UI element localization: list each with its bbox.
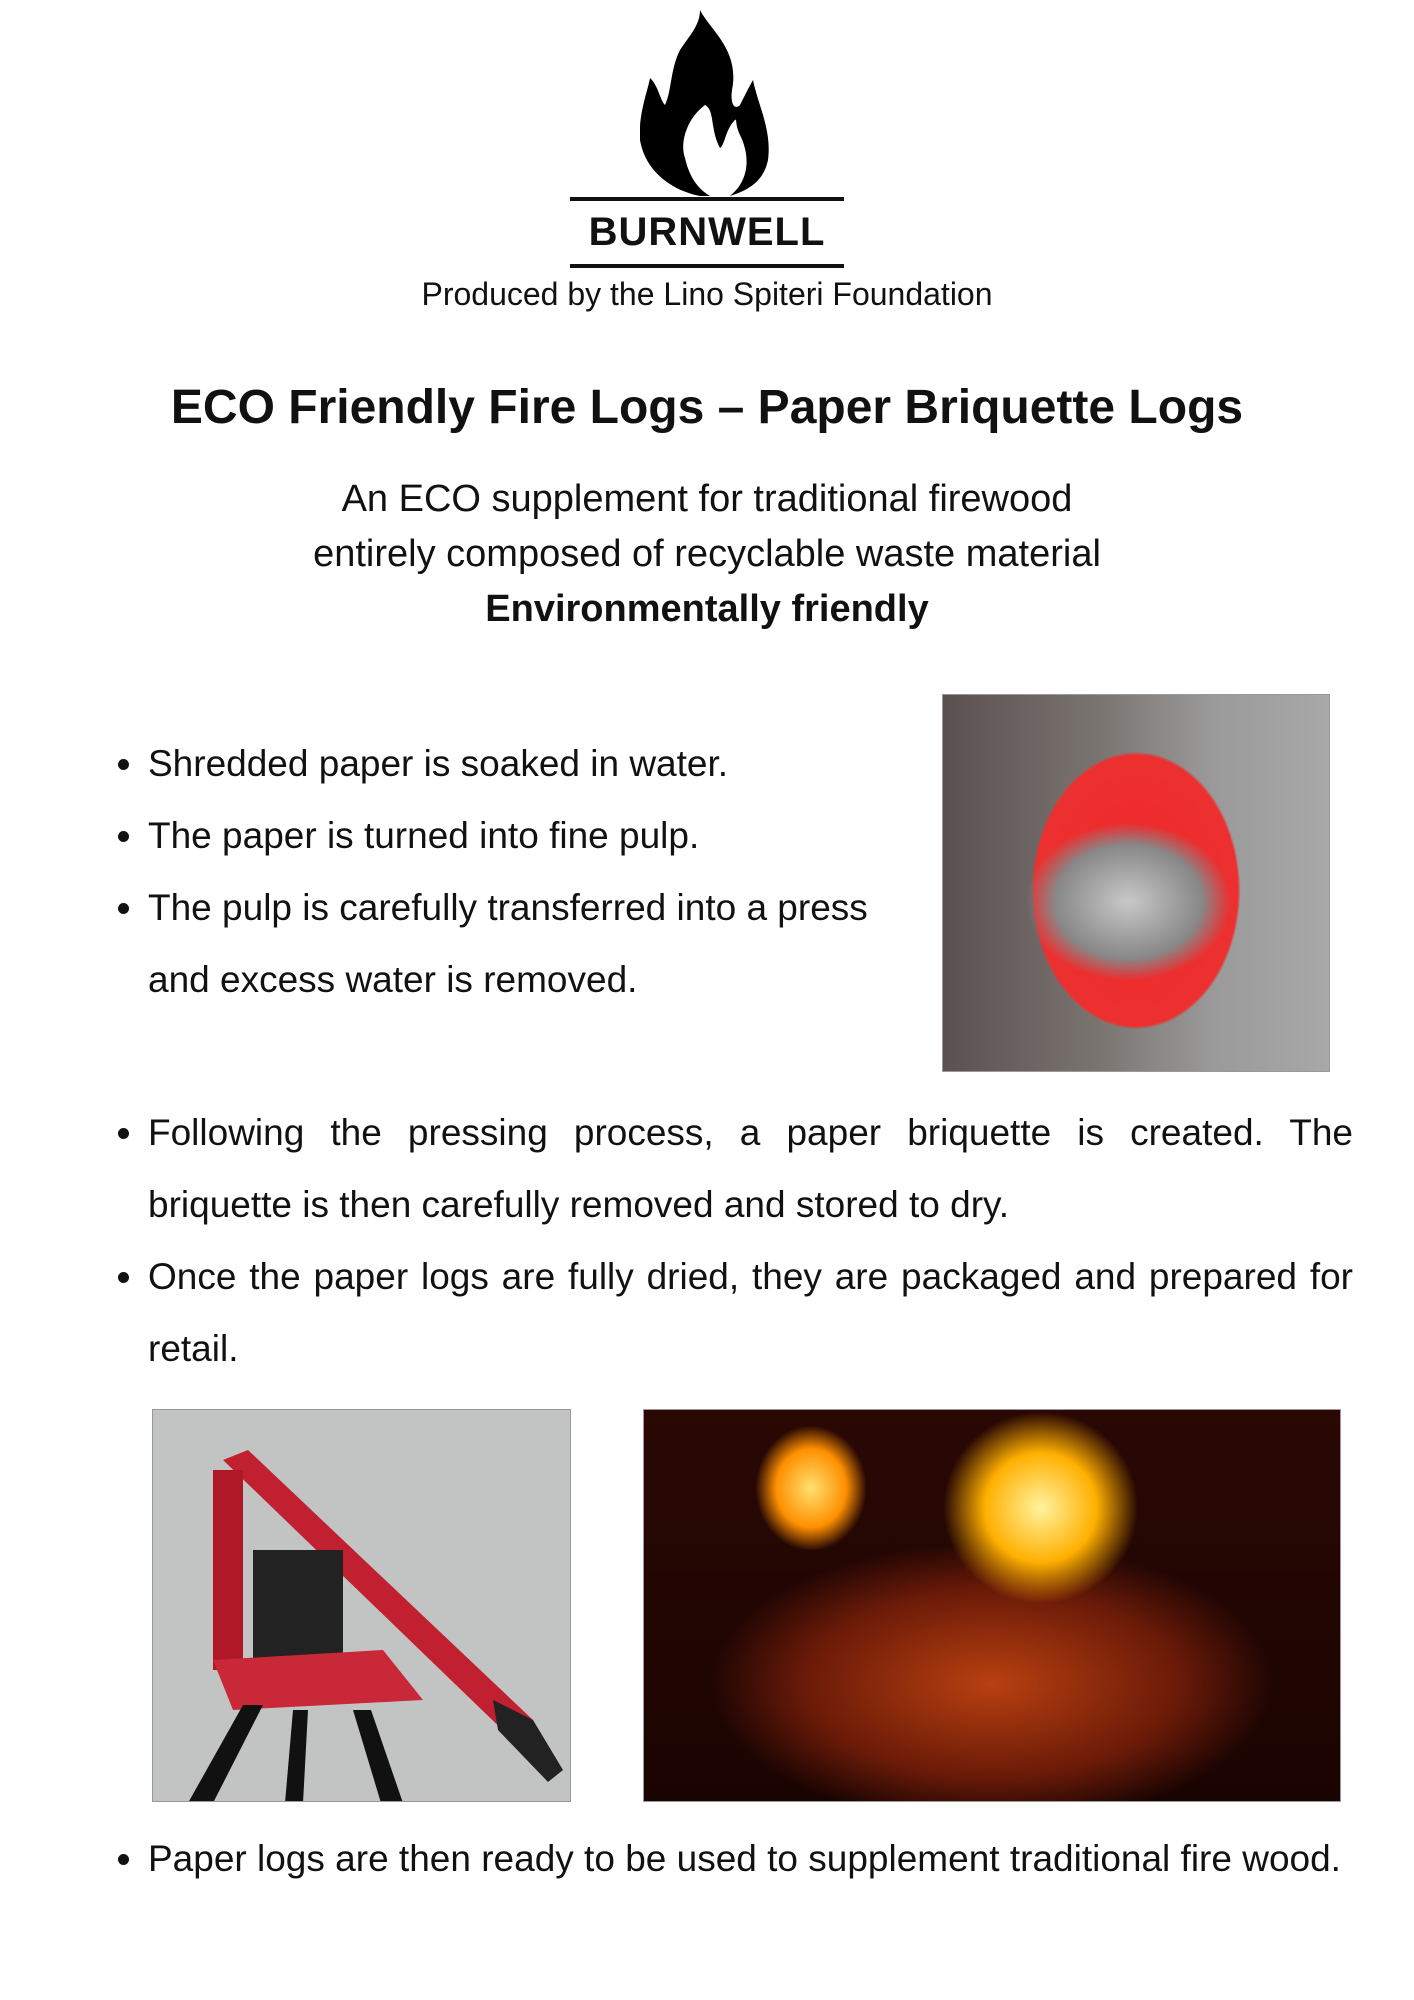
list-item: Once the paper logs are fully dried, they are packaged and prepared for retail.	[148, 1241, 1353, 1385]
list-item: The paper is turned into fine pulp.	[148, 800, 888, 872]
logo-rule-bottom	[570, 264, 844, 268]
steps-list-3	[148, 1823, 1353, 1895]
bucket-pulp-image	[942, 694, 1330, 1072]
list-item: The pulp is carefully transferred into a press and excess water is removed.	[148, 872, 888, 1016]
list-item: Following the pressing process, a paper briquette is created. The briquette is then carefully removed and stored to dry.	[148, 1097, 1353, 1241]
brand-name: BURNWELL	[588, 210, 826, 254]
logo-rule-top	[570, 197, 844, 201]
subtitle-line: entirely composed of recyclable waste material	[313, 533, 1101, 575]
burning-log-image	[643, 1409, 1341, 1802]
steps-list-2	[148, 1097, 1353, 1385]
briquette-press-image	[152, 1409, 571, 1802]
flame-icon	[640, 10, 774, 196]
list-item: Paper logs are then ready to be used to supplement traditional fire wood.	[148, 1823, 1353, 1895]
steps-list-1	[148, 728, 888, 1016]
page-title: ECO Friendly Fire Logs – Paper Briquette Logs	[170, 381, 1244, 434]
subtitle-emphasis: Environmentally friendly	[485, 588, 929, 630]
subtitle-line: An ECO supplement for traditional firewood	[341, 478, 1073, 520]
producer-text: Produced by the Lino Spiteri Foundation	[421, 276, 993, 312]
list-item: Shredded paper is soaked in water.	[148, 728, 888, 800]
